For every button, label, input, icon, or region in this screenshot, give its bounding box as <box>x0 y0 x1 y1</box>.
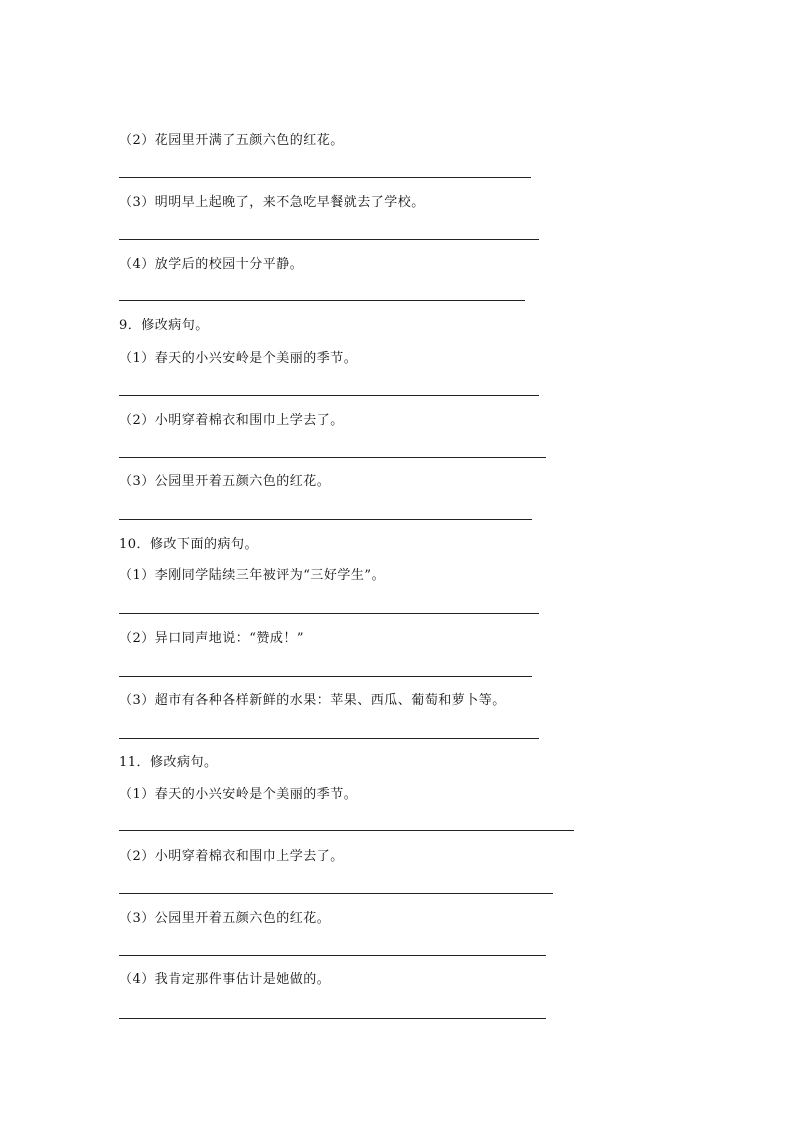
question-item: （1）春天的小兴安岭是个美丽的季节。 <box>119 787 358 802</box>
question-item: （2）异口同声地说：“赞成！” <box>119 631 305 646</box>
question-heading: 10．修改下面的病句。 <box>119 537 259 552</box>
question-item: （3）公园里开着五颜六色的红花。 <box>119 474 331 489</box>
question-item: （1）春天的小兴安岭是个美丽的季节。 <box>119 351 358 366</box>
question-item: （1）李刚同学陆续三年被评为“三好学生”。 <box>119 568 386 583</box>
question-item: （4）放学后的校园十分平静。 <box>119 257 304 272</box>
answer-line[interactable] <box>119 1018 546 1019</box>
answer-line[interactable] <box>119 955 546 956</box>
answer-line[interactable] <box>119 395 539 396</box>
question-item: （2）花园里开满了五颜六色的红花。 <box>119 133 344 148</box>
question-heading: 9．修改病句。 <box>119 318 209 333</box>
answer-line[interactable] <box>119 519 532 520</box>
question-item: （3）明明早上起晚了，来不急吃早餐就去了学校。 <box>119 195 425 210</box>
answer-line[interactable] <box>119 177 531 178</box>
question-item: （2）小明穿着棉衣和围巾上学去了。 <box>119 413 344 428</box>
answer-line[interactable] <box>119 893 553 894</box>
question-item: （3）超市有各种各样新鲜的水果：苹果、西瓜、葡萄和萝卜等。 <box>119 693 506 708</box>
answer-line[interactable] <box>119 300 525 301</box>
question-heading: 11．修改病句。 <box>119 755 218 770</box>
answer-line[interactable] <box>119 738 539 739</box>
answer-line[interactable] <box>119 676 532 677</box>
answer-line[interactable] <box>119 239 539 240</box>
question-item: （4）我肯定那件事估计是她做的。 <box>119 972 331 987</box>
answer-line[interactable] <box>119 457 546 458</box>
question-item: （2）小明穿着棉衣和围巾上学去了。 <box>119 849 344 864</box>
answer-line[interactable] <box>119 613 539 614</box>
answer-line[interactable] <box>119 830 574 831</box>
question-item: （3）公园里开着五颜六色的红花。 <box>119 911 331 926</box>
